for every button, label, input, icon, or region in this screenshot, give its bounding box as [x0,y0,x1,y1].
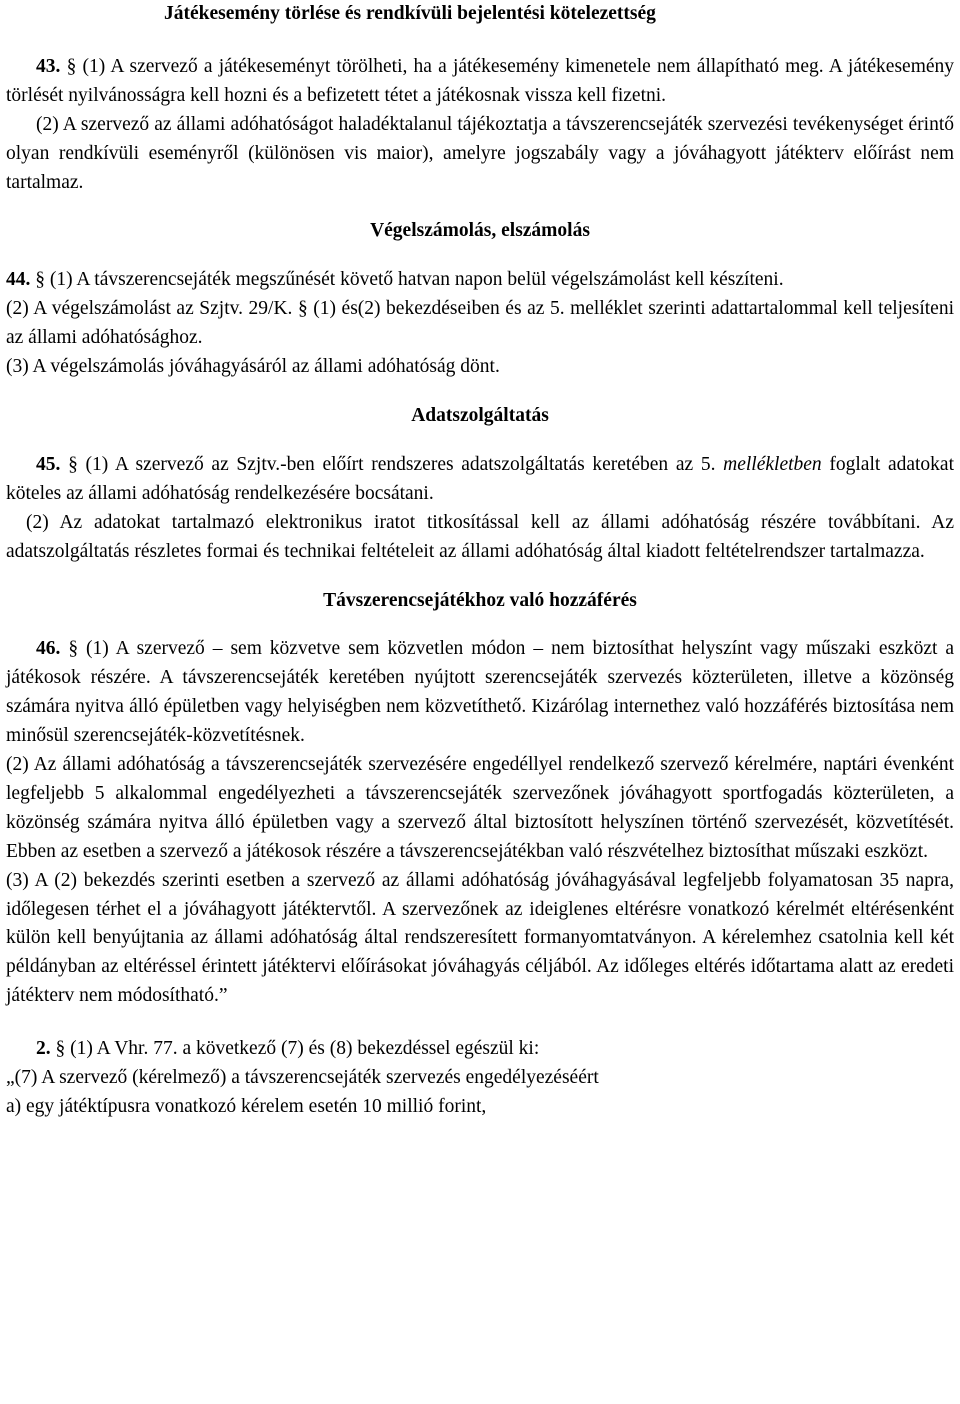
section-number: 44. [6,269,31,291]
spacer [6,1011,954,1035]
section-46-para-2: (2) Az állami adóhatóság a távszerencsejáték szervezésére engedéllyel rendelkező szervező kérelmére, naptári évenként legfeljebb 5 alkalommal engedélyezheti a távszerencsejáték szervezőnek jóváhagyott sportfogadás közterületen, a közönség számára nyitva álló épületben vagy a szervező által biztosított helyszínen történő szervezését, közvetítését. Ebben az esetben a szervező a játékosok részére a távszerencsejátékban való részvételhez biztosíthat műszaki eszközt. [6,754,954,862]
section-43-para-1 [6,53,954,111]
heading-tavszerencsejatek-hozzaferes: Távszerencsejátékhoz való hozzáférés [323,589,637,611]
heading-vegelszamolas: Végelszámolás, elszámolás [370,220,590,242]
section-sign: § [68,453,78,475]
section-sign: § [35,269,45,291]
section-number: 45. [36,453,61,475]
section-46-para-3: (3) A (2) bekezdés szerinti esetben a szervező az állami adóhatóság jóváhagyásával legfeljebb folyamatosan 35 napra, időlegesen térhet el a jóváhagyott játéktervtől. A szervezőnek az ideiglenes eltérésre vonatkozó kérelmét eltérésenként külön kell benyújtania az állami adóhatóság által rendszeresített formanyomtatványon. A kérelemhez csatolnia kell két példányban az eltéréssel érintett játéktervi előírásokat jóváhagyás céljából. Az időleges eltérés időtartama alatt az eredeti játékterv nem módosítható.” [6,869,954,1007]
section-number: 46. [36,638,61,660]
section-44-text-1: (1) A távszerencsejáték megszűnését követő hatvan napon belül végelszámolást kell készíteni. [49,269,784,291]
section-number: 43. [36,55,61,77]
section-45-para-1 [6,451,954,509]
section-44-para-3: (3) A végelszámolás jóváhagyásáról az állami adóhatóság dönt. [6,356,500,378]
section-44-para-2: (2) A végelszámolást az Szjtv. 29/K. § (1) és(2) bekezdéseiben és az 5. melléklet szerinti adattartalommal kell teljesíteni az állami adóhatósághoz. [6,298,954,349]
section-2-text-1: (1) A Vhr. 77. a következő (7) és (8) bekezdéssel egészül ki: [70,1038,540,1060]
section-45-text-1a: (1) A szervező az Szjtv.-ben előírt rendszeres adatszolgáltatás keretében az 5. [85,453,716,475]
spacer [6,246,954,266]
heading-adatszolgaltatas: Adatszolgáltatás [411,404,549,426]
section-2-para-2: „(7) A szervező (kérelmező) a távszerencsejáték szervezés engedélyezéséért [6,1067,599,1089]
section-45-text-1c: foglalt adatokat köteles az állami adóhatóság rendelkezésére bocsátani. [6,453,955,504]
spacer [6,382,954,402]
section-2-para-3: a) egy játéktípusra vonatkozó kérelem esetén 10 millió forint, [6,1096,487,1117]
section-45-italic-text: mellékletben [723,453,822,475]
section-sign: § [68,638,79,660]
spacer [6,615,954,635]
section-43-para-2: (2) A szervező az állami adóhatóságot haladéktalanul tájékoztatja a távszerencsejáték szervezési tevékenységet érintő olyan rendkívüli eseményről (különösen vis maior), amelyre jogszabály vagy a jóváhagyott játékterv előírást nem tartalmaz. [6,113,954,193]
section-number: 2. [36,1038,51,1060]
spacer [6,197,954,217]
spacer [6,431,954,451]
section-43-text-1: (1) A szervező a játékeseményt törölheti, ha a játékesemény kimenetele nem állapítható meg. A játékesemény törlését nyilvánosságra kell hozni és a befizetett tétet a játékosnak vissza kell fizetni. [6,55,955,106]
section-44-para-1 [6,266,954,295]
spacer [6,29,954,53]
section-45-para-2: (2) Az adatokat tartalmazó elektronikus iratot titkosítással kell az állami adóhatóság részére továbbítani. Az adatszolgáltatás részletes formai és technikai feltételeit az állami adóhatóság által kiadott feltételrendszer tartalmazza. [6,511,954,562]
spacer [6,567,954,587]
section-sign: § [66,55,77,77]
section-46-para-1 [6,635,954,751]
section-46-text-1: (1) A szervező – sem közvetve sem közvetlen módon – nem biztosíthat helyszínt vagy műszaki eszközt a játékosok részére. A távszerencsejáték keretében nyújtott szerencsejáték szervezés közterületen, illetve a közönség számára nyitva álló épületben vagy helyiségben nem közvetíthető. Kizárólag internethez való hozzáférés biztosítása nem minősül szerencsejáték-közvetítésnek. [6,638,954,747]
heading-jatekesemeny-torlese: Játékesemény törlése és rendkívüli bejelentési kötelezettség [164,3,656,24]
section-2-para-1 [6,1035,954,1064]
section-sign: § [55,1038,66,1060]
